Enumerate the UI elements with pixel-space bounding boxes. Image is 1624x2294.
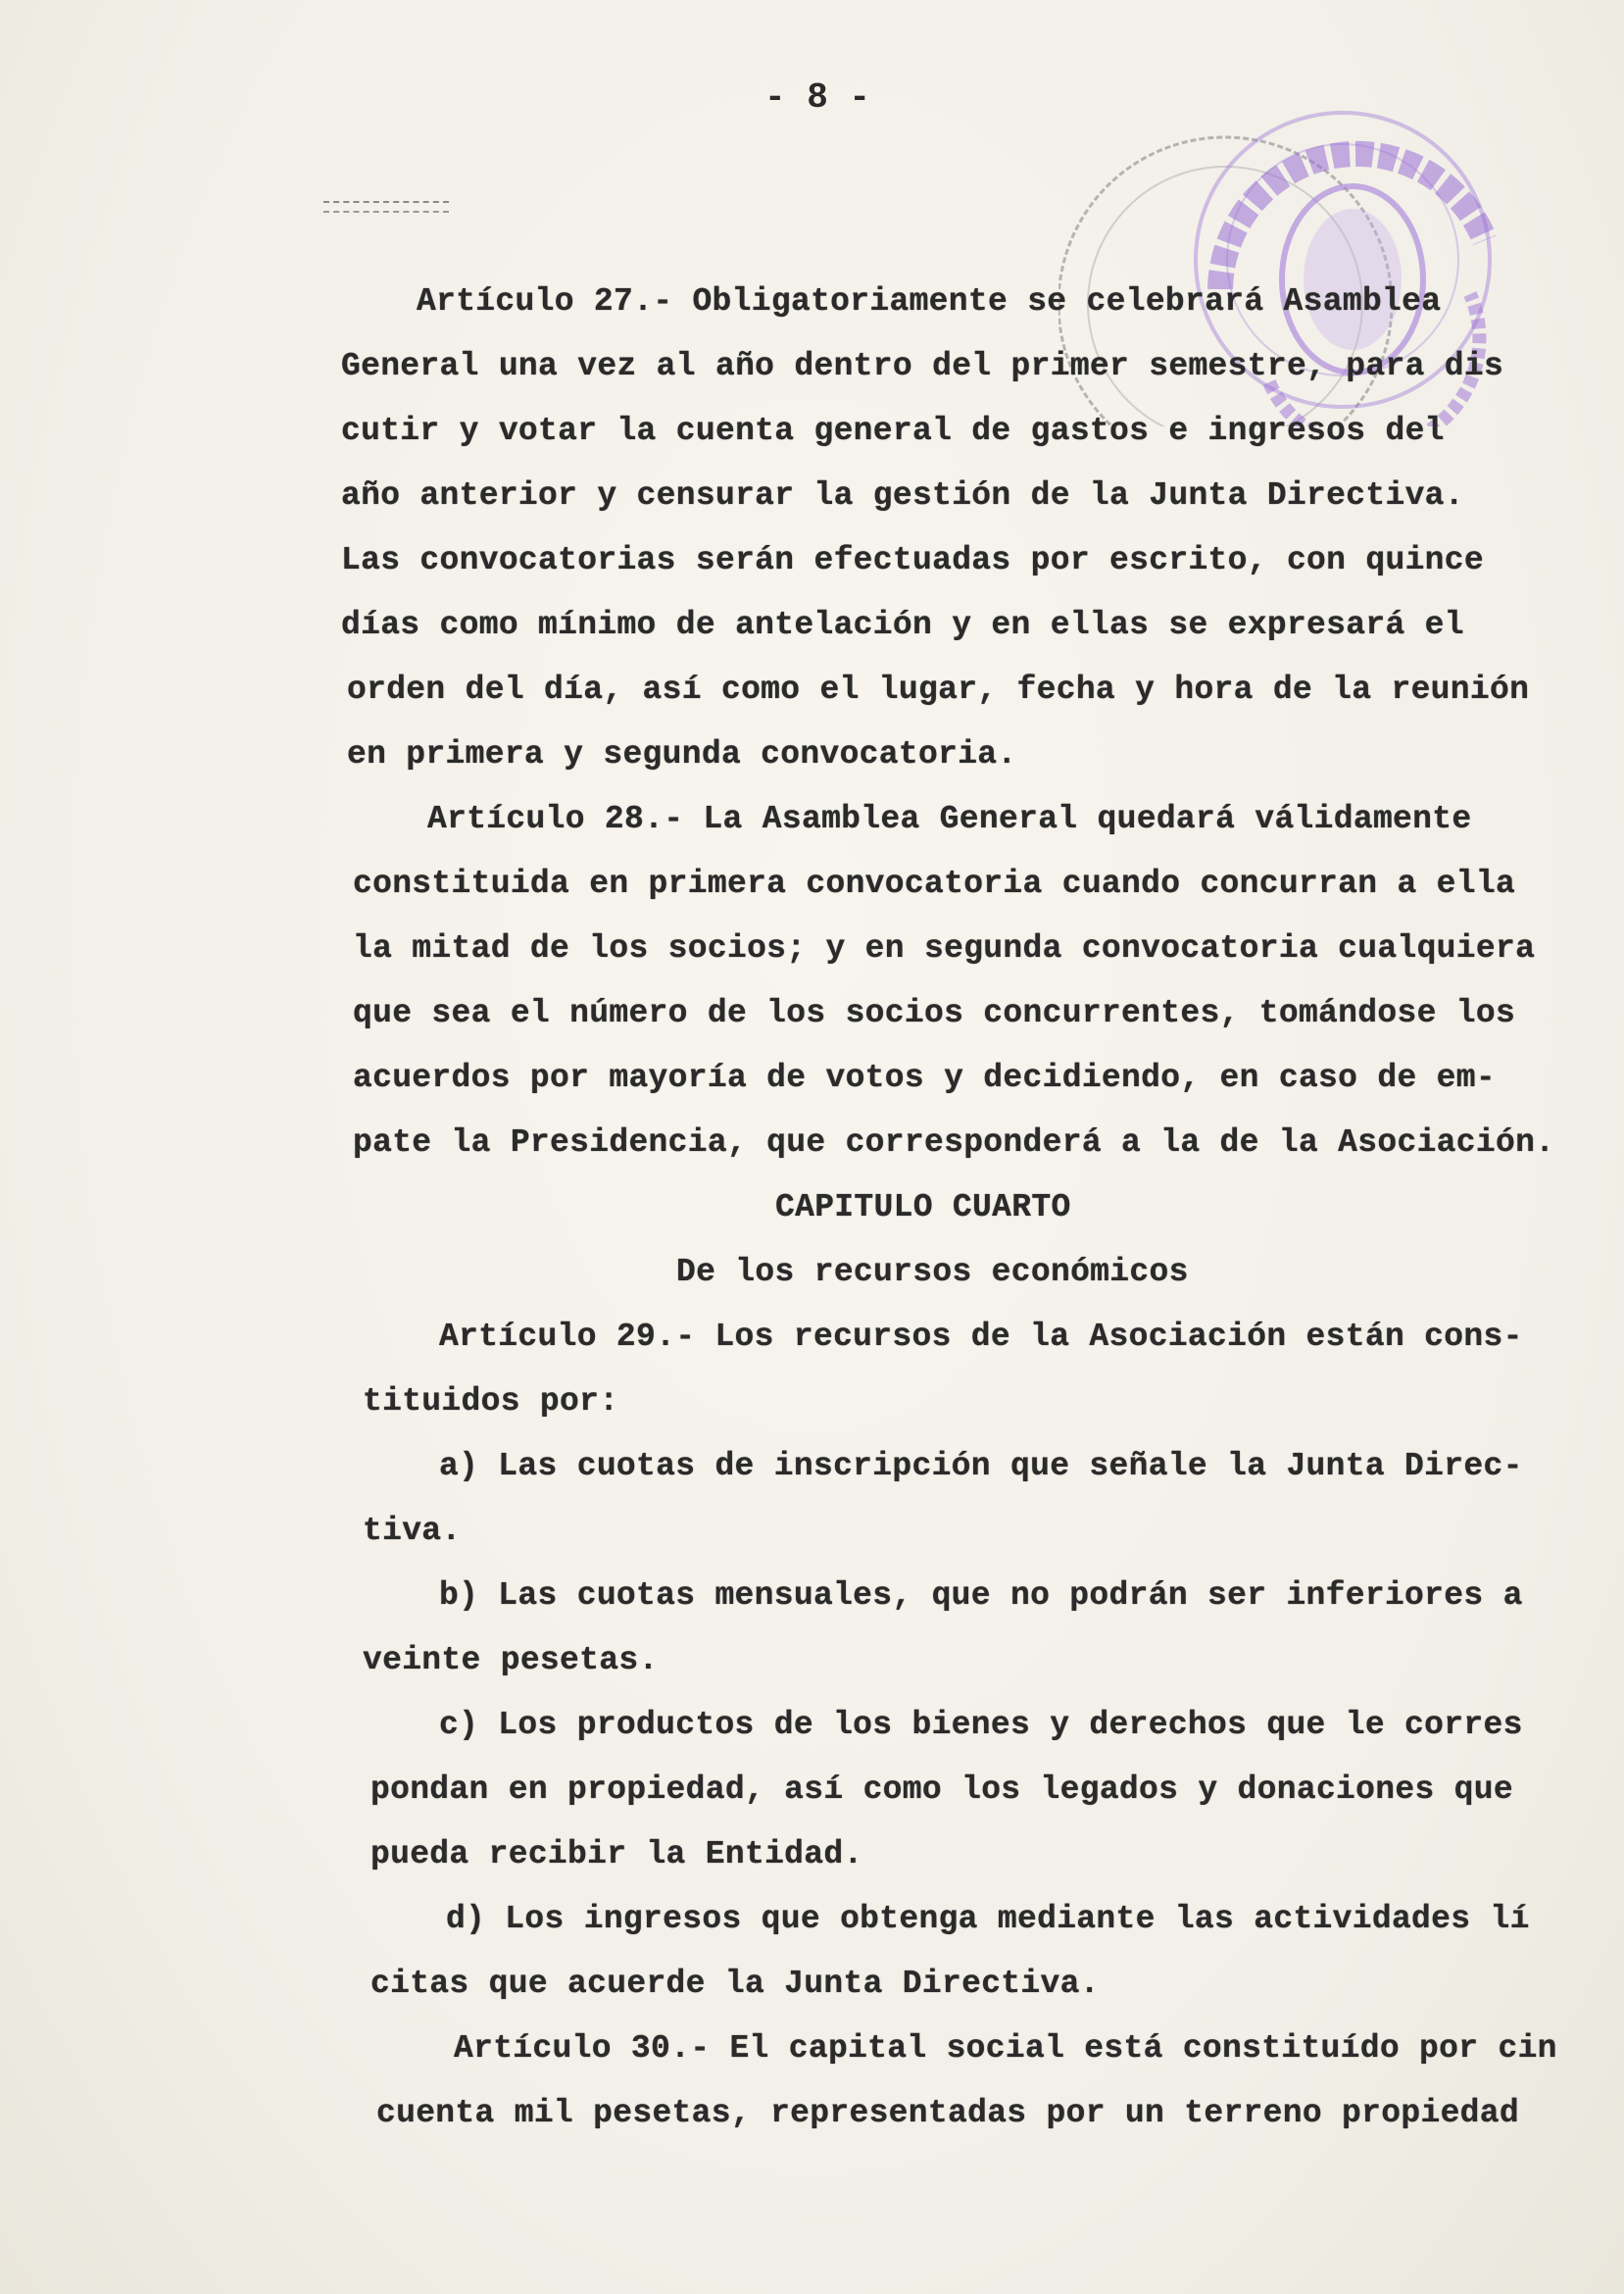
text-line: Artículo 29.- Los recursos de la Asociación están cons- (439, 1319, 1523, 1355)
text-line: pondan en propiedad, así como los legados y donaciones que (370, 1771, 1513, 1808)
text-line: acuerdos por mayoría de votos y decidiendo, en caso de em- (353, 1060, 1496, 1096)
chapter-heading: CAPITULO CUARTO (775, 1189, 1071, 1225)
text-line: días como mínimo de antelación y en ellas se expresará el (341, 607, 1464, 643)
text-line: Las convocatorias serán efectuadas por escrito, con quince (341, 542, 1484, 578)
text-line: Artículo 30.- El capital social está constituído por cin (454, 2030, 1557, 2067)
text-line: cuenta mil pesetas, representadas por un terreno propiedad (376, 2095, 1519, 2131)
text-line: en primera y segunda convocatoria. (347, 736, 1017, 773)
divider-marks (323, 201, 449, 213)
text-line: d) Los ingresos que obtenga mediante las actividades lí (446, 1901, 1530, 1937)
text-line: tituidos por: (363, 1383, 619, 1420)
text-line: tiva. (363, 1513, 462, 1549)
page-header (0, 0, 1624, 282)
page-number: - 8 - (764, 77, 871, 118)
text-line: citas que acuerde la Junta Directiva. (370, 1966, 1100, 2002)
text-line: Artículo 27.- Obligatoriamente se celebrará Asamblea (417, 283, 1442, 320)
text-line: General una vez al año dentro del primer semestre, para dis (341, 348, 1504, 384)
text-line: constituida en primera convocatoria cuando concurran a ella (353, 866, 1516, 902)
chapter-subheading: De los recursos económicos (676, 1254, 1189, 1290)
text-line: que sea el número de los socios concurrentes, tomándose los (353, 995, 1516, 1031)
text-line: pueda recibir la Entidad. (370, 1836, 863, 1872)
text-line: pate la Presidencia, que corresponderá a la de la Asociación. (353, 1124, 1555, 1161)
document-body (0, 282, 1624, 2159)
text-line: veinte pesetas. (363, 1642, 659, 1678)
text-line: cutir y votar la cuenta general de gastos e ingresos del (341, 413, 1445, 449)
text-line: orden del día, así como el lugar, fecha y hora de la reunión (347, 672, 1530, 708)
text-line: la mitad de los socios; y en segunda convocatoria cualquiera (353, 930, 1536, 967)
text-line: b) Las cuotas mensuales, que no podrán ser inferiores a (439, 1577, 1523, 1614)
text-line: a) Las cuotas de inscripción que señale la Junta Direc- (439, 1448, 1523, 1484)
text-line: año anterior y censurar la gestión de la Junta Directiva. (341, 477, 1464, 514)
text-line: c) Los productos de los bienes y derechos que le corres (439, 1707, 1523, 1743)
text-line: Artículo 28.- La Asamblea General quedará válidamente (427, 801, 1472, 837)
